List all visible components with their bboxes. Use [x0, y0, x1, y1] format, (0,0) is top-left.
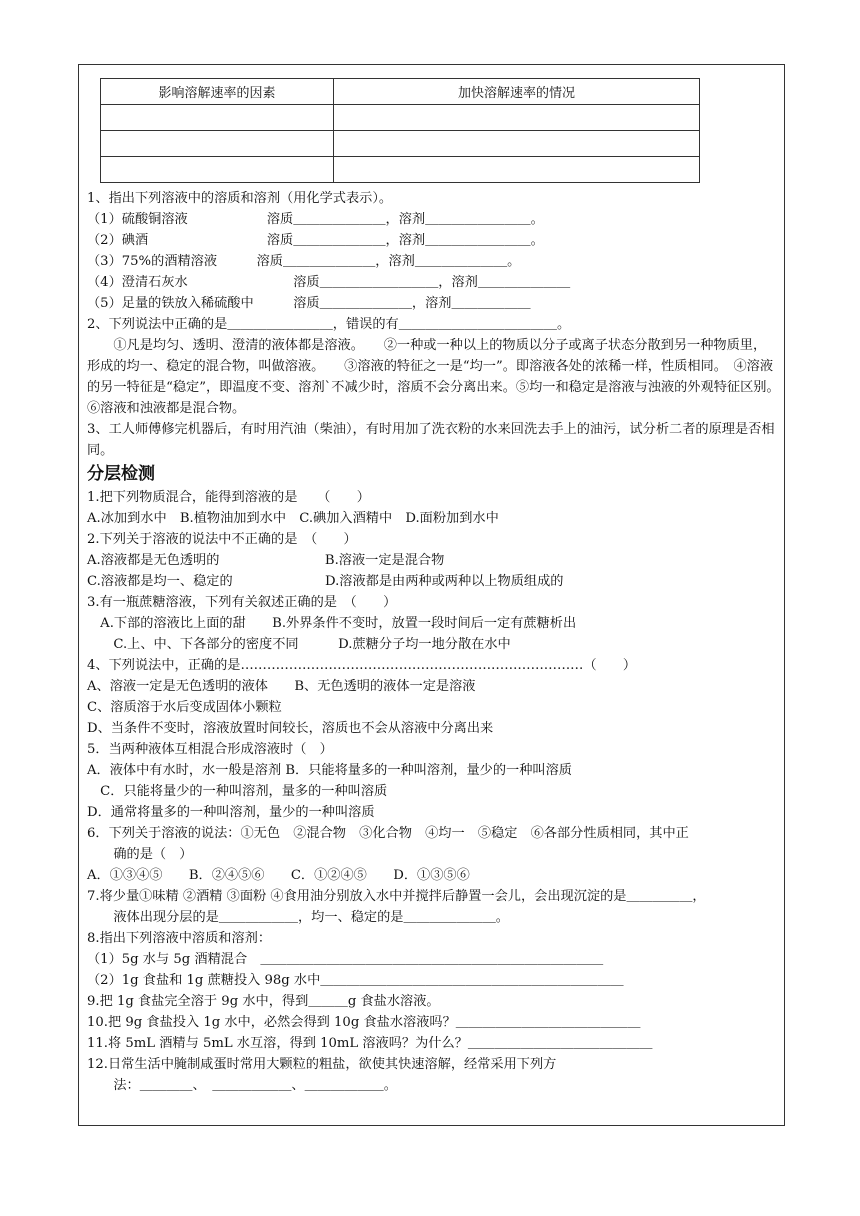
test-q7-line1: 7.将少量①味精 ②酒精 ③面粉 ④食用油分别放入水中并搅拌后静置一会儿，会出现沉淀的是＿＿＿＿＿， [87, 889, 706, 904]
test-q11: 11.将 5mL 酒精与 5mL 水互溶，得到 10mL 溶液吗？为什么？＿＿＿＿＿＿＿＿＿＿＿＿＿＿ [87, 1036, 653, 1051]
table-header-speedup: 加快溶解速率的情况 [334, 79, 700, 105]
q1-item-5: （5）足量的铁放入稀硫酸中 溶质＿＿＿＿＿＿＿，溶剂＿＿＿＿＿＿ [87, 296, 531, 311]
worksheet-frame [78, 64, 800, 1126]
test-q12-line2: 法：＿＿＿＿、 ＿＿＿＿＿＿、＿＿＿＿＿＿。 [87, 1078, 397, 1093]
table-row [101, 105, 700, 131]
test-q6-options: A．①③④⑤ B．②④⑤⑥ C．①②④⑤ D．①③⑤⑥ [87, 868, 470, 883]
test-q2-options-ab: A.溶液都是无色透明的 B.溶液一定是混合物 [87, 553, 445, 568]
table-header-row [101, 79, 700, 105]
test-q4: 4、下列说法中，正确的是……………………………………………………………………（ ） [87, 658, 637, 673]
test-q1-options: A.冰加到水中 B.植物油加到水中 C.碘加入酒精中 D.面粉加到水中 [87, 511, 499, 526]
test-q5: 5．当两种液体互相混合形成溶液时（ ） [87, 742, 333, 757]
test-q6-line2: 确的是（ ） [87, 847, 193, 862]
q1-item-3: （3）75%的酒精溶液 溶质＿＿＿＿＿＿＿，溶剂＿＿＿＿＿＿＿。 [87, 254, 521, 269]
test-q10: 10.把 9g 食盐投入 1g 水中，必然会得到 10g 食盐水溶液吗？＿＿＿＿＿＿＿＿＿＿＿＿＿＿ [87, 1015, 641, 1030]
dissolution-factors-table [100, 78, 700, 183]
test-q7-line2: 液体出现分层的是＿＿＿＿＿＿，均一、稳定的是＿＿＿＿＿＿＿。 [87, 910, 509, 925]
test-q8: 8.指出下列溶液中溶质和溶剂： [87, 931, 272, 946]
test-q3-options-cd: C.上、中、下各部分的密度不同 D.蔗糖分子均一地分散在水中 [87, 637, 511, 652]
q2-prompt: 2、下列说法中正确的是＿＿＿＿＿＿＿＿，错误的有＿＿＿＿＿＿＿＿＿＿＿＿。 [87, 317, 571, 332]
section-heading-layered-test: 分层检测 [87, 464, 155, 484]
table-header-factor: 影响溶解速率的因素 [101, 79, 334, 105]
test-q5-option-c: C．只能将量少的一种叫溶剂，量多的一种叫溶质 [87, 784, 388, 799]
test-q12-line1: 12.日常生活中腌制咸蛋时常用大颗粒的粗盐，欲使其快速溶解，经常采用下列方 [87, 1057, 557, 1072]
test-q3-options-ab: A.下部的溶液比上面的甜 B.外界条件不变时，放置一段时间后一定有蔗糖析出 [87, 616, 577, 631]
worksheet-content [87, 188, 800, 1096]
test-q2: 2.下列关于溶液的说法中不正确的是 （ ） [87, 532, 357, 547]
table-row [101, 157, 700, 183]
q2-statements: ①凡是均匀、透明、澄清的液体都是溶液。 ②一种或一种以上的物质以分子或离子状态分散到另一种物质里，形成的均一、稳定的混合物，叫做溶液。 ③溶液的特征之一是“均一”。即溶液各处的浓稀一样，性质相同。 ④溶液的另一特征是“稳定”，即温度不变、溶剂`不减少时，溶质不会分离出来。⑤均一和稳定是溶液与浊液的外观特征区别。 ⑥溶液和浊液都是混合物。 [87, 338, 800, 416]
q1-item-2: （2）碘酒 溶质＿＿＿＿＿＿＿，溶剂＿＿＿＿＿＿＿＿。 [87, 233, 544, 248]
q1-prompt: 1、指出下列溶液中的溶质和溶剂（用化学式表示）。 [87, 191, 393, 206]
test-q1: 1.把下列物质混合，能得到溶液的是 （ ） [87, 490, 370, 505]
test-q4-options-ab: A、溶液一定是无色透明的液体 B、无色透明的液体一定是溶液 [87, 679, 476, 694]
test-q5-option-ab: A．液体中有水时，水一般是溶剂 B．只能将量多的一种叫溶剂，量少的一种叫溶质 [87, 763, 572, 778]
test-q4-option-c: C、溶质溶于水后变成固体小颗粒 [87, 700, 282, 715]
q1-item-4: （4）澄清石灰水 溶质＿＿＿＿＿＿＿＿＿，溶剂＿＿＿＿＿＿＿ [87, 275, 571, 290]
test-q8-item-1: （1）5g 水与 5g 酒精混合 ＿＿＿＿＿＿＿＿＿＿＿＿＿＿＿＿＿＿＿＿＿＿＿＿＿＿ [87, 952, 604, 967]
q3-prompt: 3、工人师傅修完机器后，有时用汽油（柴油），有时用加了洗衣粉的水来回洗去手上的油污，试分析二者的原理是否相同。 [87, 422, 775, 458]
test-q5-option-d: D．通常将量多的一种叫溶剂，量少的一种叫溶质 [87, 805, 375, 820]
q1-item-1: （1）硫酸铜溶液 溶质＿＿＿＿＿＿＿，溶剂＿＿＿＿＿＿＿＿。 [87, 212, 544, 227]
test-q2-options-cd: C.溶液都是均一、稳定的 D.溶液都是由两种或两种以上物质组成的 [87, 574, 564, 589]
table-row [101, 131, 700, 157]
test-q9: 9.把 1g 食盐完全溶于 9g 水中，得到＿＿＿g 食盐水溶液。 [87, 994, 440, 1009]
test-q3: 3.有一瓶蔗糖溶液，下列有关叙述正确的是 （ ） [87, 595, 397, 610]
test-q8-item-2: （2）1g 食盐和 1g 蔗糖投入 98g 水中＿＿＿＿＿＿＿＿＿＿＿＿＿＿＿＿＿＿＿＿＿＿＿ [87, 973, 624, 988]
test-q4-option-d: D、当条件不变时，溶液放置时间较长，溶质也不会从溶液中分离出来 [87, 721, 494, 736]
test-q6-line1: 6．下列关于溶液的说法：①无色 ②混合物 ③化合物 ④均一 ⑤稳定 ⑥各部分性质相同，其中正 [87, 826, 689, 841]
